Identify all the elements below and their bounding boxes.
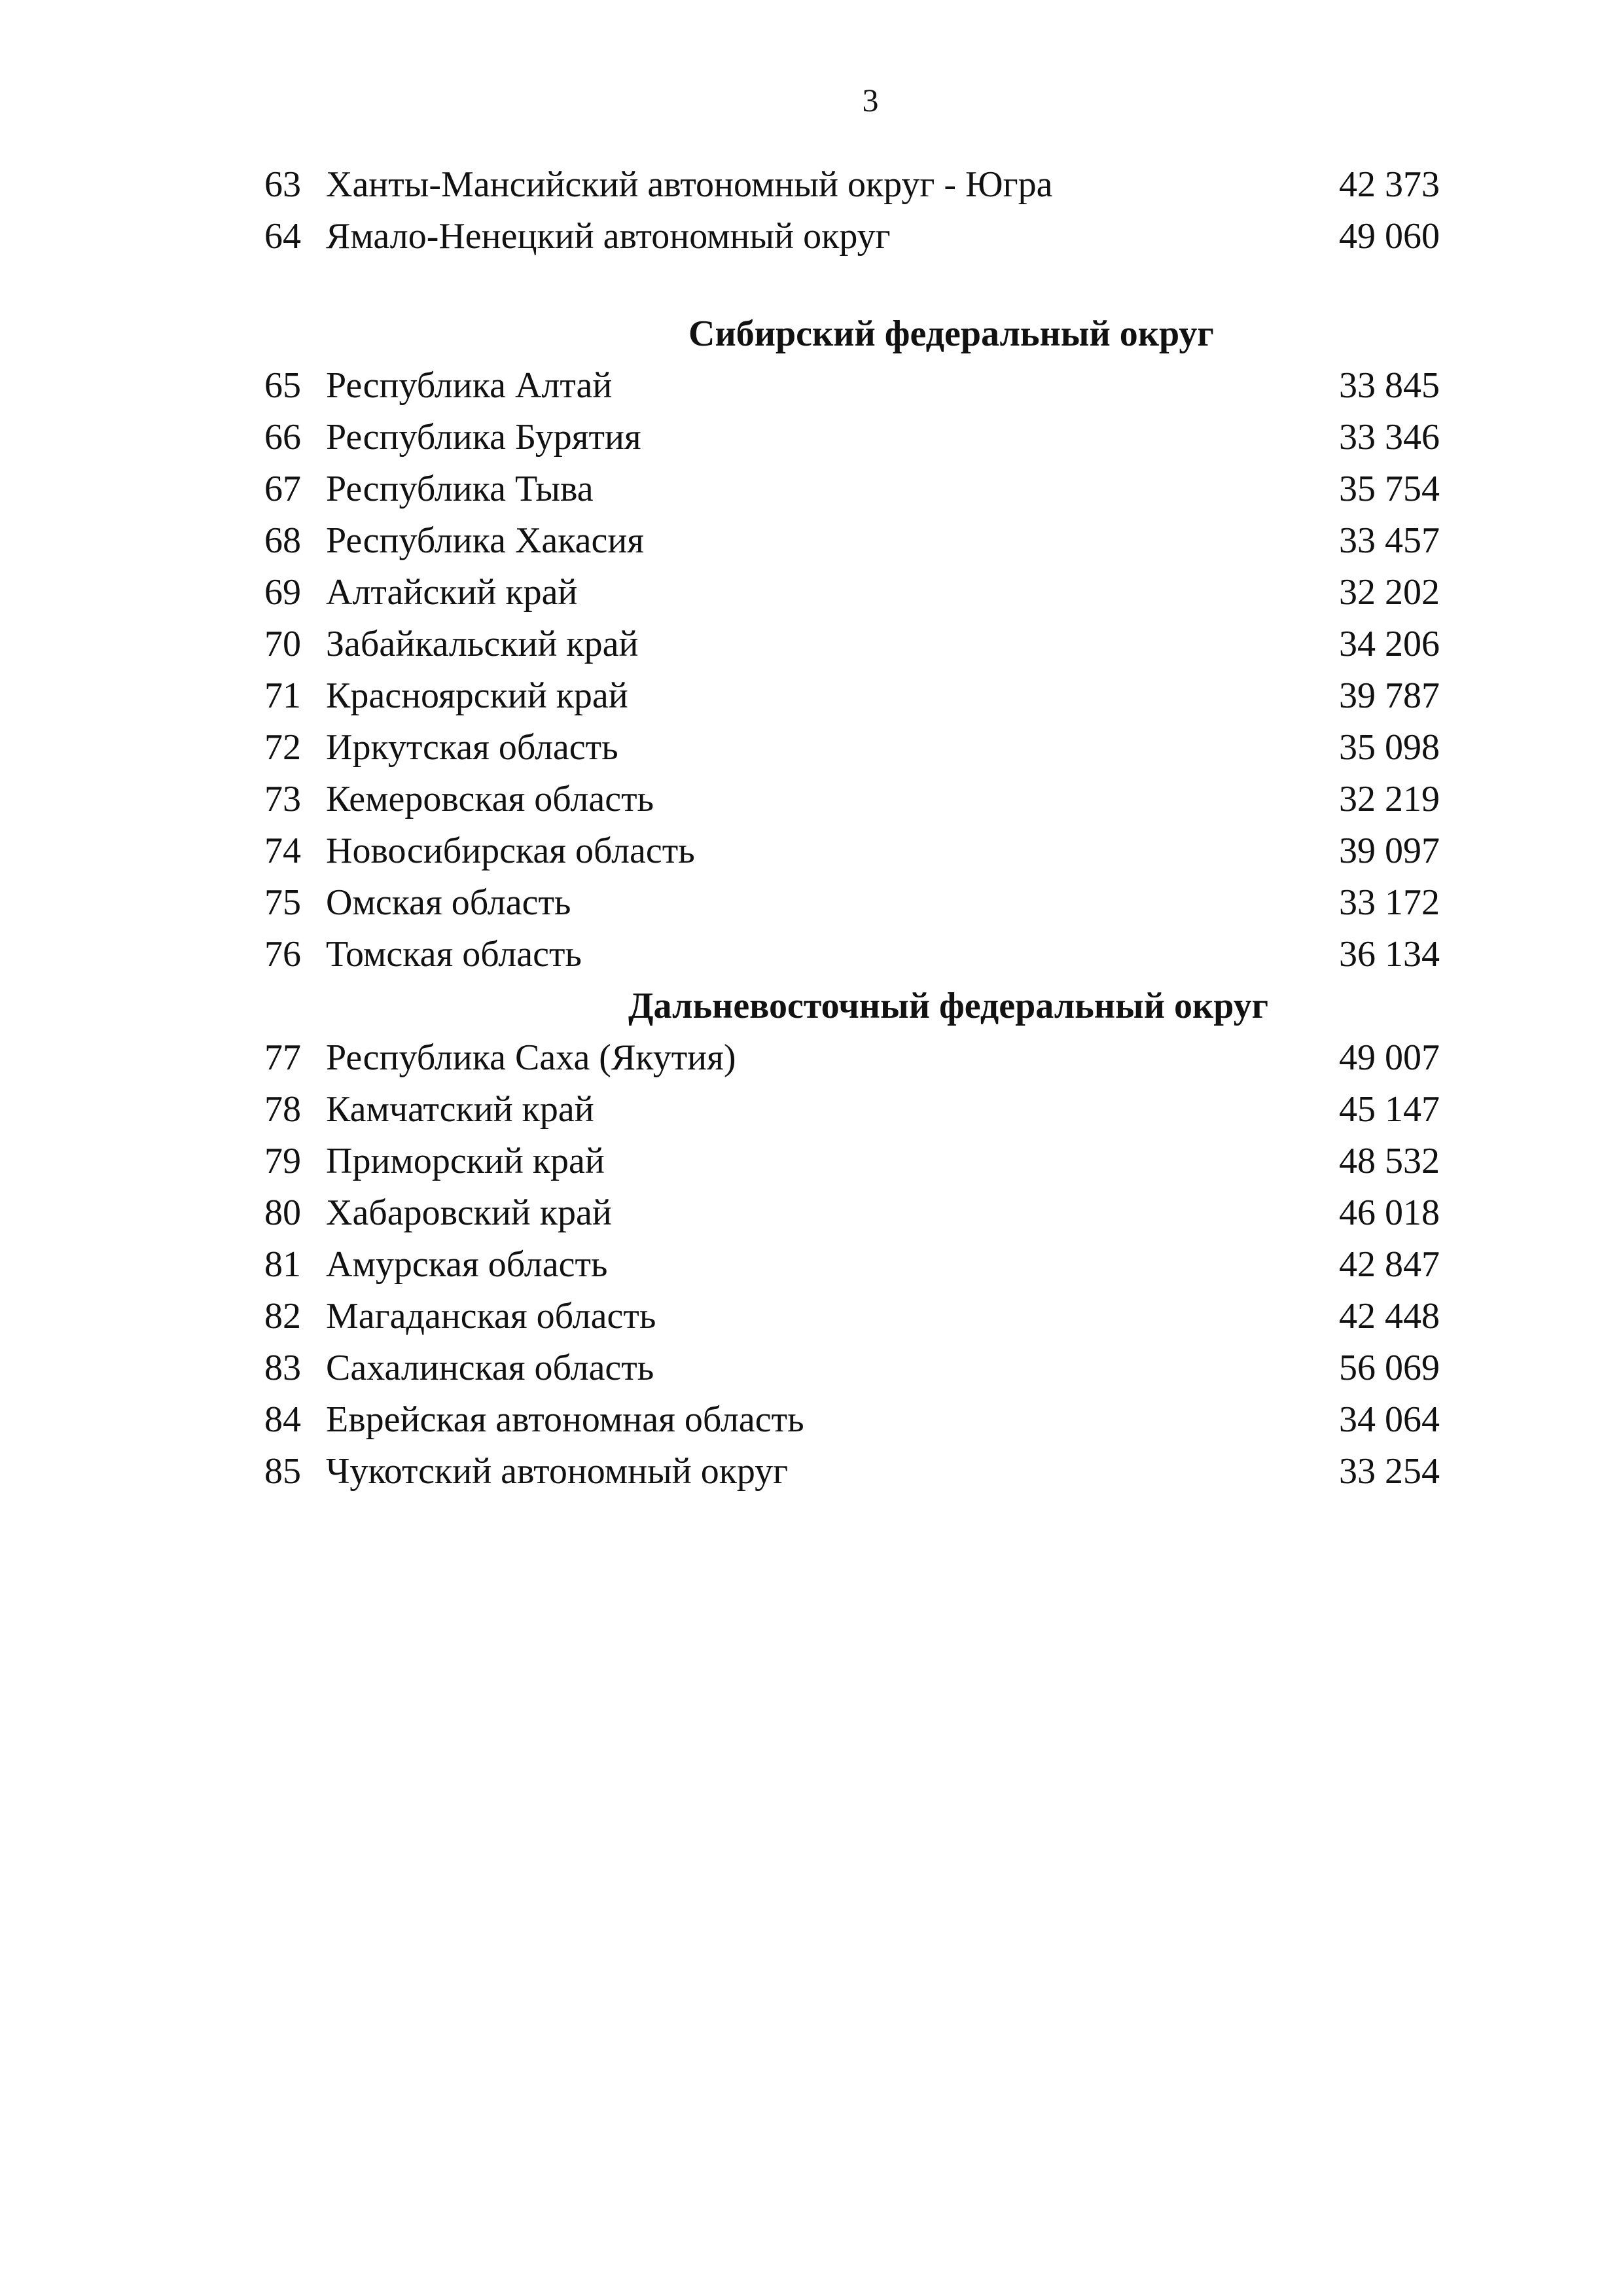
table-row xyxy=(249,1084,1440,1136)
row-number: 82 xyxy=(264,1296,301,1336)
table-row xyxy=(249,619,1440,670)
row-number: 73 xyxy=(264,779,301,819)
table-row xyxy=(249,877,1440,929)
region-name: Забайкальский край xyxy=(326,624,639,664)
region-value: 42 373 xyxy=(1339,164,1440,205)
region-value: 34 064 xyxy=(1339,1399,1440,1440)
region-value: 48 532 xyxy=(1339,1141,1440,1181)
table-row xyxy=(249,1032,1440,1084)
page-number: 3 xyxy=(862,82,879,118)
region-name: Хабаровский край xyxy=(326,1193,612,1233)
region-value: 33 172 xyxy=(1339,882,1440,923)
region-name: Республика Бурятия xyxy=(326,417,641,457)
region-name: Чукотский автономный округ xyxy=(326,1451,789,1492)
row-number: 66 xyxy=(264,417,301,457)
region-value: 56 069 xyxy=(1339,1348,1440,1388)
row-number: 75 xyxy=(264,882,301,923)
region-value: 49 060 xyxy=(1339,216,1440,257)
table-row xyxy=(249,1239,1440,1291)
table-row xyxy=(249,1136,1440,1187)
region-value: 33 254 xyxy=(1339,1451,1440,1492)
region-value: 36 134 xyxy=(1339,934,1440,975)
table-row xyxy=(249,825,1440,877)
region-name: Амурская область xyxy=(326,1244,608,1285)
table-row xyxy=(249,1394,1440,1446)
region-name: Еврейская автономная область xyxy=(326,1399,804,1440)
section-heading-far-eastern xyxy=(249,980,1440,1032)
table-row xyxy=(249,929,1440,980)
region-value: 42 448 xyxy=(1339,1296,1440,1336)
row-number: 81 xyxy=(264,1244,301,1285)
row-number: 67 xyxy=(264,469,301,509)
table-row xyxy=(249,211,1440,262)
table-row xyxy=(249,1291,1440,1342)
region-name: Томская область xyxy=(326,934,582,975)
row-number: 63 xyxy=(264,164,301,205)
top-rows xyxy=(249,159,1440,262)
region-value: 46 018 xyxy=(1339,1193,1440,1233)
section-title: Сибирский федеральный округ xyxy=(688,314,1214,354)
row-number: 72 xyxy=(264,727,301,768)
row-number: 69 xyxy=(264,572,301,613)
region-name: Сахалинская область xyxy=(326,1348,654,1388)
row-number: 77 xyxy=(264,1037,301,1078)
region-name: Камчатский край xyxy=(326,1089,594,1130)
region-name: Красноярский край xyxy=(326,675,628,716)
table-row xyxy=(249,1342,1440,1394)
region-value: 42 847 xyxy=(1339,1244,1440,1285)
region-value: 33 845 xyxy=(1339,365,1440,406)
row-number: 65 xyxy=(264,365,301,406)
row-number: 85 xyxy=(264,1451,301,1492)
section-spacer xyxy=(249,262,1440,308)
row-number: 76 xyxy=(264,934,301,975)
region-name: Ямало-Ненецкий автономный округ xyxy=(326,216,891,257)
region-name: Республика Саха (Якутия) xyxy=(326,1037,736,1078)
section-title: Дальневосточный федеральный округ xyxy=(628,986,1269,1026)
region-name: Республика Алтай xyxy=(326,365,613,406)
row-number: 64 xyxy=(264,216,301,257)
region-value: 45 147 xyxy=(1339,1089,1440,1130)
region-value: 35 754 xyxy=(1339,469,1440,509)
region-name: Кемеровская область xyxy=(326,779,654,819)
table-row xyxy=(249,670,1440,722)
region-name: Новосибирская область xyxy=(326,831,695,871)
row-number: 80 xyxy=(264,1193,301,1233)
region-value: 39 097 xyxy=(1339,831,1440,871)
region-name: Приморский край xyxy=(326,1141,605,1181)
table-row xyxy=(249,567,1440,619)
table-row xyxy=(249,159,1440,211)
row-number: 74 xyxy=(264,831,301,871)
section-heading-siberian xyxy=(249,308,1440,360)
row-number: 84 xyxy=(264,1399,301,1440)
row-number: 78 xyxy=(264,1089,301,1130)
region-name: Республика Хакасия xyxy=(326,520,645,561)
table-row xyxy=(249,722,1440,774)
region-name: Иркутская область xyxy=(326,727,618,768)
table-row xyxy=(249,515,1440,567)
region-value: 32 202 xyxy=(1339,572,1440,613)
table-row xyxy=(249,412,1440,463)
region-value: 34 206 xyxy=(1339,624,1440,664)
region-name: Магаданская область xyxy=(326,1296,656,1336)
region-value: 32 219 xyxy=(1339,779,1440,819)
section-siberian-rows xyxy=(249,360,1440,980)
section-far-eastern-rows xyxy=(249,1032,1440,1498)
region-name: Алтайский край xyxy=(326,572,578,613)
table-row xyxy=(249,463,1440,515)
table-row xyxy=(249,360,1440,412)
row-number: 70 xyxy=(264,624,301,664)
row-number: 79 xyxy=(264,1141,301,1181)
row-number: 71 xyxy=(264,675,301,716)
regions-table xyxy=(249,159,1440,1498)
table-row xyxy=(249,1187,1440,1239)
region-name: Республика Тыва xyxy=(326,469,594,509)
row-number: 83 xyxy=(264,1348,301,1388)
row-number: 68 xyxy=(264,520,301,561)
region-value: 49 007 xyxy=(1339,1037,1440,1078)
region-value: 33 346 xyxy=(1339,417,1440,457)
region-value: 35 098 xyxy=(1339,727,1440,768)
region-name: Омская область xyxy=(326,882,571,923)
region-value: 33 457 xyxy=(1339,520,1440,561)
region-name: Ханты-Мансийский автономный округ - Югра xyxy=(326,164,1053,205)
table-row xyxy=(249,774,1440,825)
region-value: 39 787 xyxy=(1339,675,1440,716)
table-row xyxy=(249,1446,1440,1498)
